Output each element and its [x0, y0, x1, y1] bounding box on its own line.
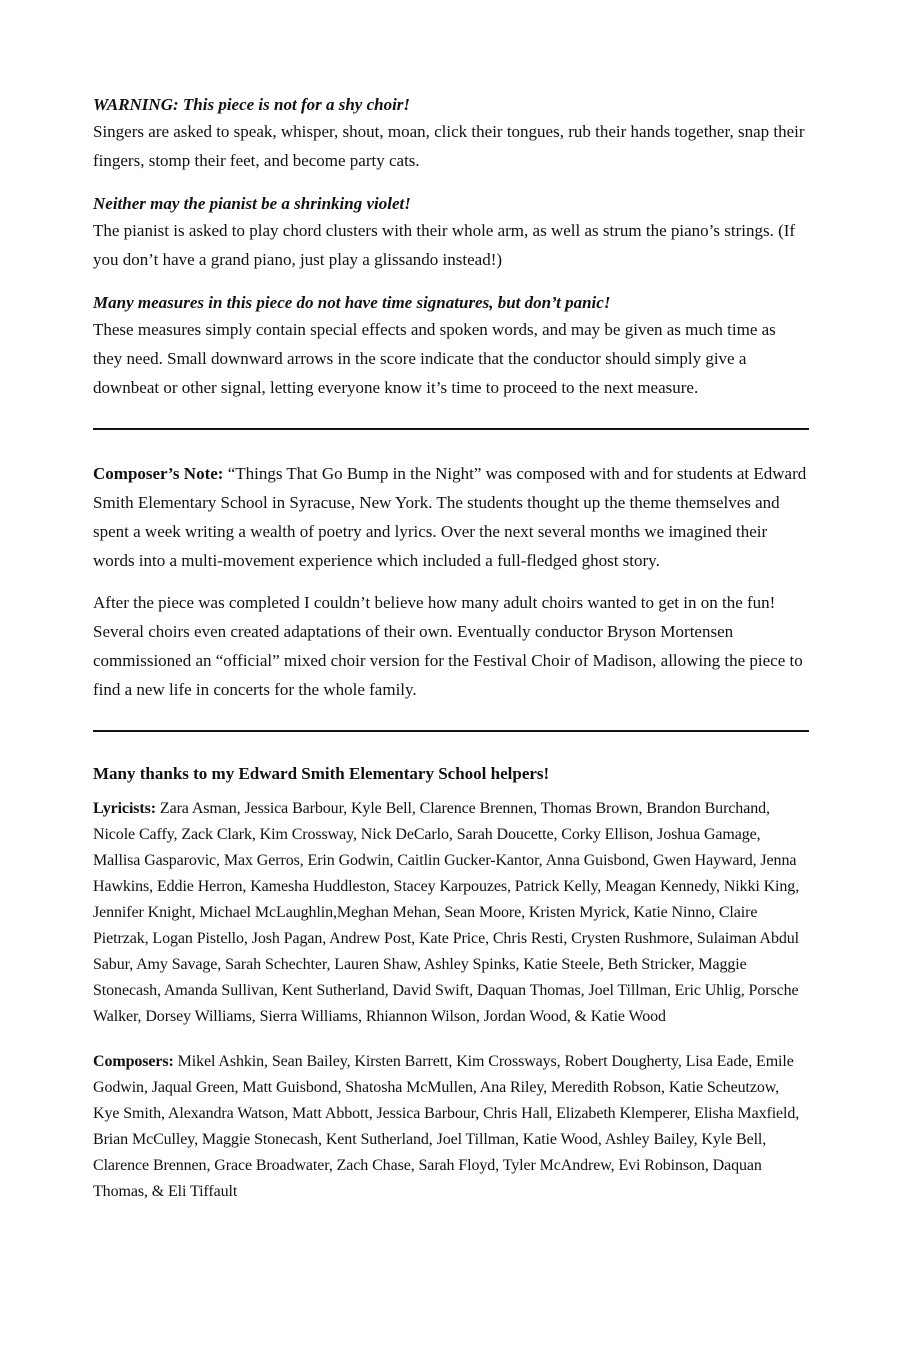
composers-note-label: Composer’s Note:: [93, 464, 224, 483]
composers-note-paragraph: [93, 459, 809, 575]
lyricists-label: Lyricists:: [93, 800, 156, 817]
warning-block-pianist: [93, 192, 809, 274]
document-page: [93, 93, 809, 1205]
warning-heading: WARNING: This piece is not for a shy choir!: [93, 95, 411, 114]
warning-block-shy-choir: [93, 93, 809, 175]
warning-body: Singers are asked to speak, whisper, shout, moan, click their tongues, rub their hands together, snap their fingers, stomp their feet, and become party cats.: [93, 122, 805, 170]
section-divider: [93, 730, 809, 732]
composers-note-paragraph-2: After the piece was completed I couldn’t believe how many adult choirs wanted to get in on the fun! Several choirs even created adaptations of their own. Eventually conductor Bryson Mortensen commissioned an “official” mixed choir version for the Festival Choir of Madison, allowing the piece to find a new life in concerts for the whole family.: [93, 593, 803, 699]
composers-list: Mikel Ashkin, Sean Bailey, Kirsten Barrett, Kim Crossways, Robert Dougherty, Lisa Eade, Emile Godwin, Jaqual Green, Matt Guisbond, Shatosha McMullen, Ana Riley, Meredith Robson, Katie Scheutzow, Kye Smith, Alexandra Watson, Matt Abbott, Jessica Barbour, Chris Hall, Elizabeth Klemperer, Elisha Maxfield, Brian McCulley, Maggie Stonecash, Kent Sutherland, Joel Tillman, Katie Wood, Ashley Bailey, Kyle Bell, Clarence Brennen, Grace Broadwater, Zach Chase, Sarah Floyd, Tyler McAndrew, Evi Robinson, Daquan Thomas, & Eli Tiffault: [93, 1053, 800, 1200]
section-divider: [93, 428, 809, 430]
composers-note-text: “Things That Go Bump in the Night” was composed with and for students at Edward Smith Elementary School in Syracuse, New York. The students thought up the theme themselves and spent a week writing a wealth of poetry and lyrics. Over the next several months we imagined their words into a multi-movement experience which included a full-fledged ghost story.: [93, 464, 807, 570]
composers-label: Composers:: [93, 1053, 174, 1070]
lyricists-list: Zara Asman, Jessica Barbour, Kyle Bell, Clarence Brennen, Thomas Brown, Brandon Burchand, Nicole Caffy, Zack Clark, Kim Crossway, Nick DeCarlo, Sarah Doucette, Corky Ellison, Joshua Gamage, Mallisa Gasparovic, Max Gerros, Erin Godwin, Caitlin Gucker-Kantor, Anna Guisbond, Gwen Hayward, Jenna Hawkins, Eddie Herron, Kamesha Huddleston, Stacey Karpouzes, Patrick Kelly, Meagan Kennedy, Nikki King, Jennifer Knight, Michael McLaughlin,Meghan Mehan, Sean Moore, Kristen Myrick, Katie Ninno, Claire Pietrzak, Logan Pistello, Josh Pagan, Andrew Post, Kate Price, Chris Resti, Crysten Rushmore, Sulaiman Abdul Sabur, Amy Savage, Sarah Schechter, Lauren Shaw, Ashley Spinks, Katie Steele, Beth Stricker, Maggie Stonecash, Amanda Sullivan, Kent Sutherland, David Swift, Daquan Thomas, Joel Tillman, Eric Uhlig, Porsche Walker, Dorsey Williams, Sierra Williams, Rhiannon Wilson, Jordan Wood, & Katie Wood: [93, 800, 800, 1025]
time-signatures-heading: Many measures in this piece do not have time signatures, but don’t panic!: [93, 293, 611, 312]
pianist-heading: Neither may the pianist be a shrinking violet!: [93, 194, 411, 213]
time-signatures-body: These measures simply contain special effects and spoken words, and may be given as much time as they need. Small downward arrows in the score indicate that the conductor should simply give a downbeat or other signal, letting everyone know it’s time to proceed to the next measure.: [93, 320, 776, 397]
composers-credits: [93, 1049, 809, 1205]
lyricists-credits: [93, 796, 809, 1030]
warning-block-time-signatures: [93, 291, 809, 402]
thanks-title: Many thanks to my Edward Smith Elementary School helpers!: [93, 764, 550, 783]
pianist-body: The pianist is asked to play chord clusters with their whole arm, as well as strum the piano’s strings. (If you don’t have a grand piano, just play a glissando instead!): [93, 221, 796, 269]
